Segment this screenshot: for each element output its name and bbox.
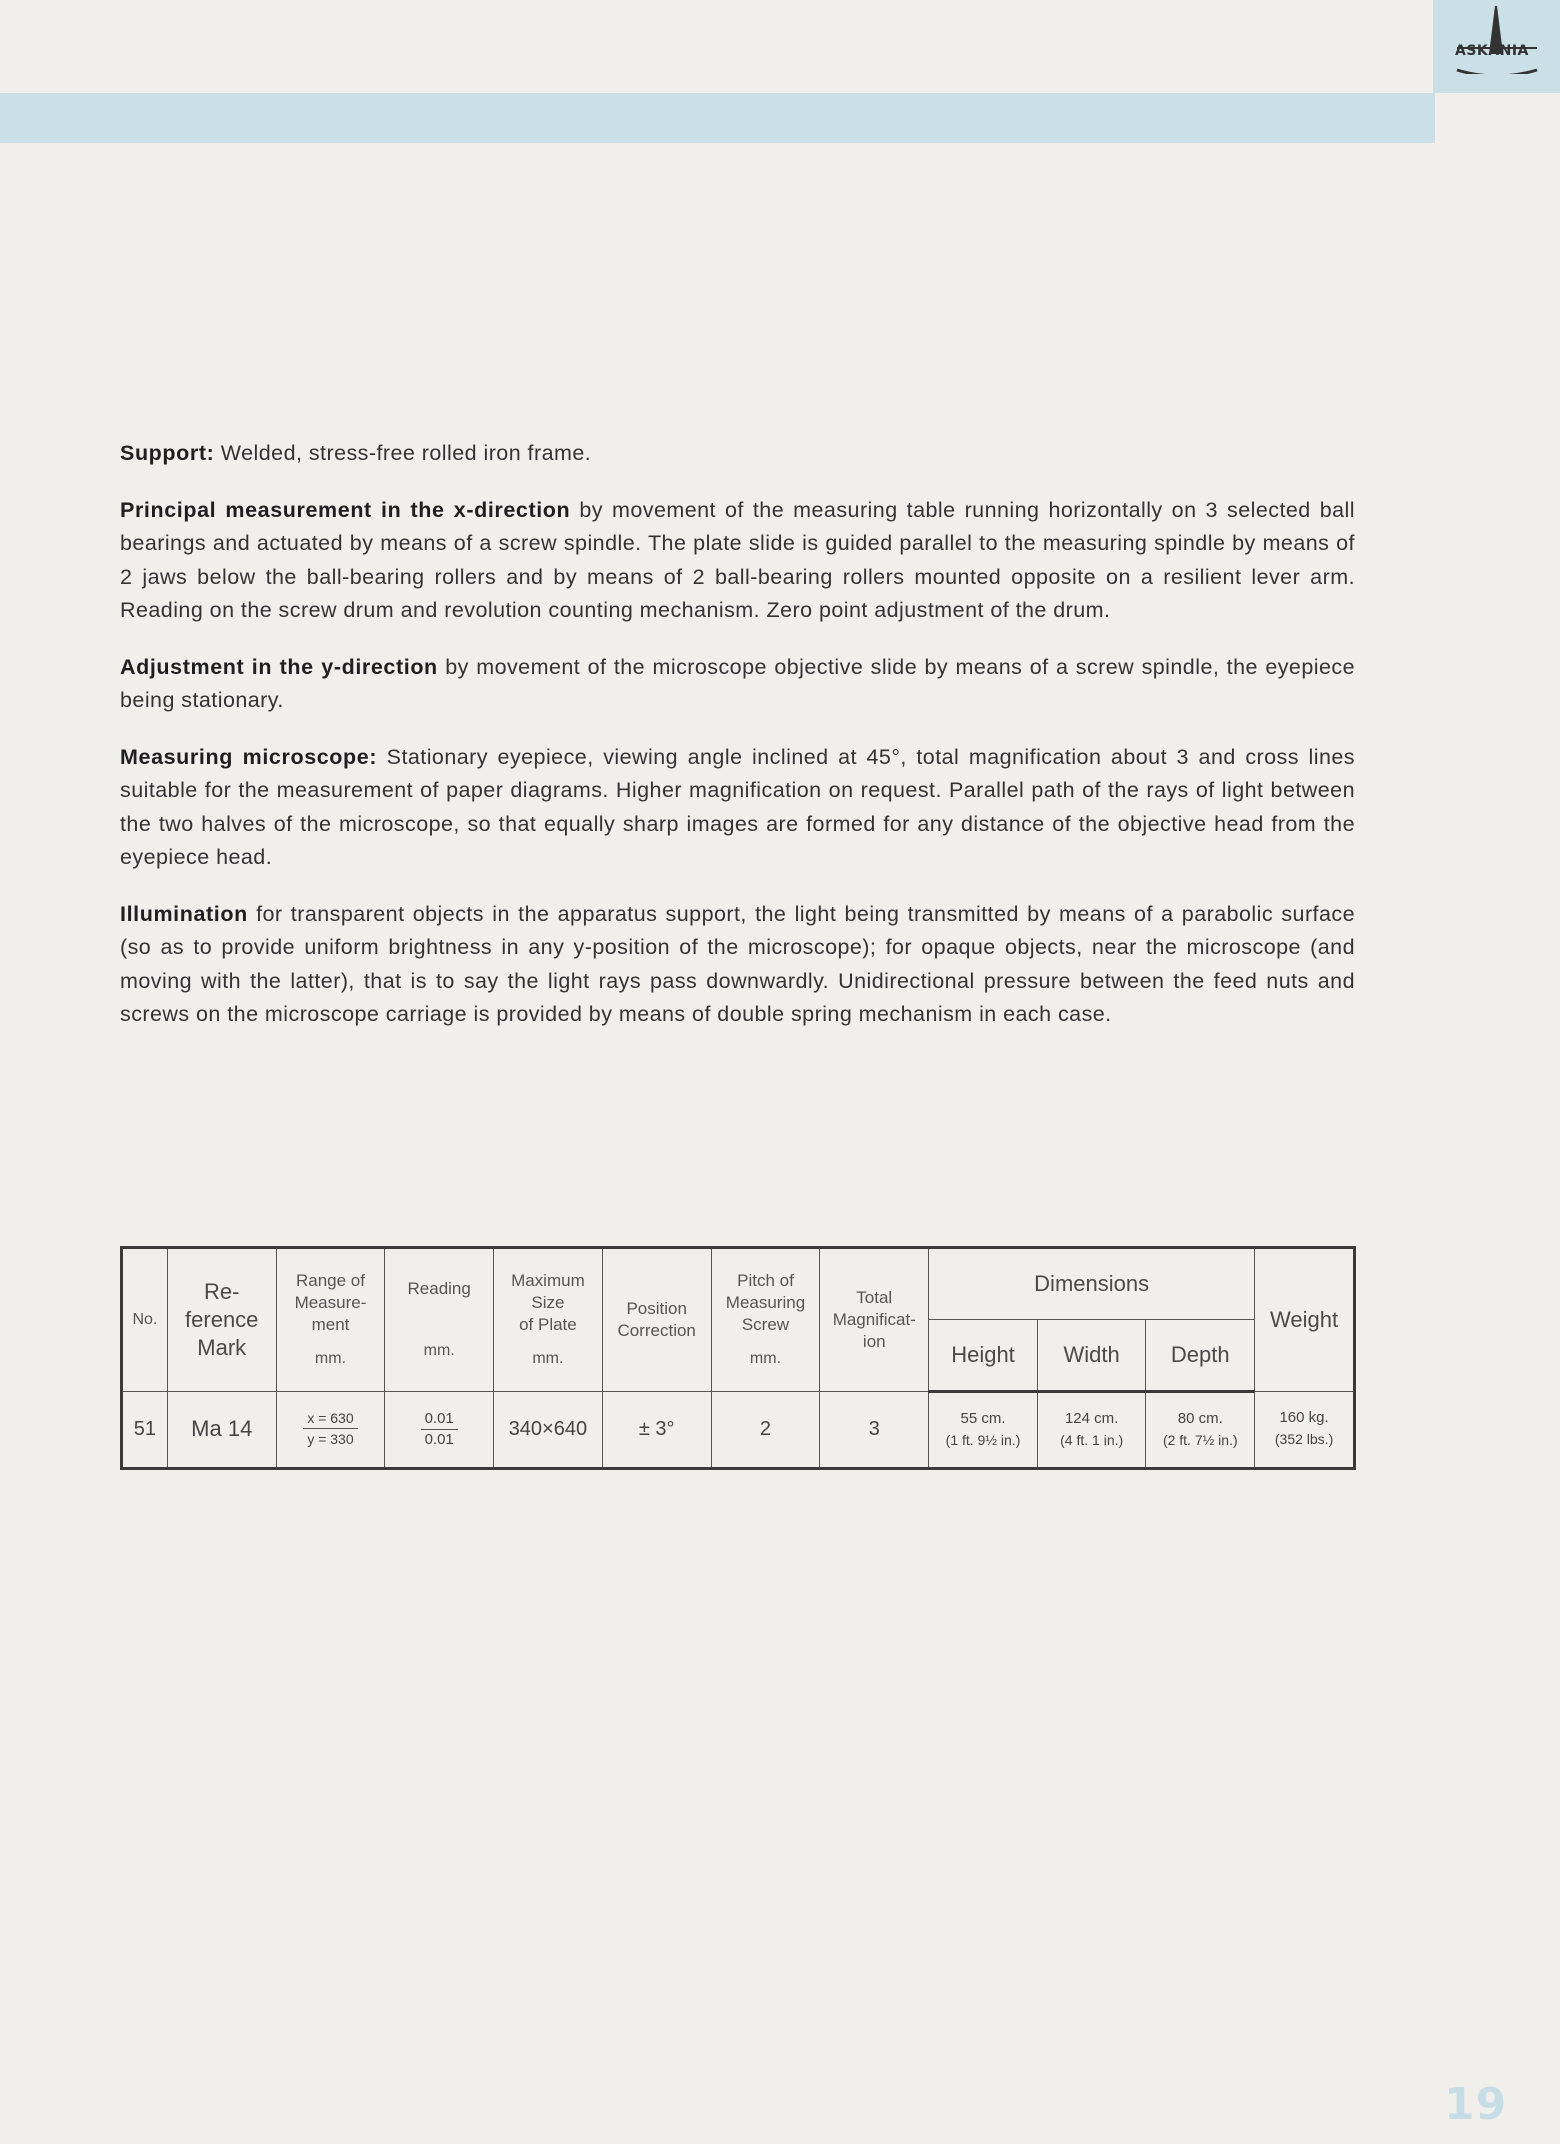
- paragraph-text: by movement of the microscope objective slide by means of a screw spindle, the eyepiece being stationary.: [120, 654, 1355, 712]
- cell-pitch: 2: [711, 1391, 820, 1468]
- header-no: No.: [122, 1248, 168, 1392]
- header-label: Pitch of Measuring Screw: [725, 1270, 806, 1334]
- cell-magnification: 3: [820, 1391, 929, 1468]
- header-position-correction: [602, 1248, 711, 1392]
- paragraph-lead: Support:: [120, 441, 215, 465]
- cell-width: [1037, 1391, 1146, 1468]
- header-max-size: [494, 1248, 603, 1392]
- paragraph-y-direction: [120, 651, 1355, 718]
- header-label: Reading: [407, 1278, 471, 1298]
- logo-box: [1433, 0, 1560, 93]
- range-fraction: [303, 1408, 357, 1449]
- paragraph-lead: Principal measurement in the x-direction: [120, 497, 571, 522]
- page-number: 19: [1444, 2079, 1508, 2130]
- header-height: Height: [929, 1319, 1038, 1391]
- paragraph-lead: Adjustment in the y-direction: [120, 654, 438, 679]
- body-text: [120, 437, 1355, 1055]
- reading-fraction: [421, 1409, 458, 1450]
- reading-bottom: 0.01: [424, 1430, 454, 1448]
- range-y: y = 330: [307, 1431, 354, 1448]
- header-width: Width: [1037, 1319, 1146, 1391]
- paragraph-illumination: [120, 898, 1355, 1032]
- header-weight: Weight: [1255, 1248, 1355, 1392]
- paragraph-lead: Illumination: [120, 901, 248, 926]
- header-depth: Depth: [1146, 1319, 1255, 1391]
- header-magnification: [820, 1248, 929, 1392]
- header-band: [0, 93, 1435, 143]
- paragraph-text: Welded, stress-free rolled iron frame.: [214, 441, 592, 465]
- depth-imperial: (2 ft. 7½ in.): [1162, 1431, 1238, 1448]
- header-unit: mm.: [314, 1349, 347, 1367]
- weight-metric: 160 kg.: [1279, 1409, 1329, 1427]
- reading-top: 0.01: [421, 1409, 458, 1430]
- paragraph-microscope: [120, 741, 1355, 875]
- width-imperial: (4 ft. 1 in.): [1060, 1431, 1124, 1448]
- header-reading: [385, 1248, 494, 1392]
- cell-reading: [385, 1391, 494, 1468]
- paragraph-support: [120, 437, 1355, 471]
- cell-depth: [1146, 1391, 1255, 1468]
- cell-max-size: 340×640: [494, 1391, 603, 1468]
- header-label: Maximum Size of Plate: [511, 1270, 585, 1334]
- specifications-table: [120, 1246, 1356, 1470]
- header-unit: mm.: [532, 1349, 564, 1367]
- header-dimensions: Dimensions: [929, 1248, 1255, 1320]
- paragraph-text: by movement of the measuring table running horizontally on 3 selected ball bearings and actuated by means of a screw spindle. The plate slide is guided parallel to the measuring spindle by means of 2 jaws below the ball-bearing rollers and by means of 2 ball-bearing rollers mounted opposite on a resilient lever arm. Reading on the screw drum and revolution counting mechanism. Zero point adjustment of the drum.: [120, 497, 1355, 622]
- cell-reference-mark: Ma 14: [167, 1391, 276, 1468]
- header-reference-mark: [167, 1248, 276, 1392]
- cell-weight: [1255, 1391, 1355, 1468]
- paragraph-lead: Measuring microscope:: [120, 744, 378, 769]
- height-imperial: (1 ft. 9½ in.): [945, 1431, 1021, 1448]
- askania-logo-icon: [1451, 4, 1543, 74]
- weight-imperial: (352 lbs.): [1274, 1431, 1334, 1448]
- cell-no: 51: [122, 1391, 168, 1468]
- header-unit: mm.: [749, 1349, 782, 1367]
- cell-position-correction: ± 3°: [602, 1391, 711, 1468]
- cell-range: [276, 1391, 385, 1468]
- logo-text: ASKANIA: [1455, 43, 1529, 59]
- header-pitch: [711, 1248, 820, 1392]
- table-row: [122, 1391, 1355, 1468]
- paragraph-text: for transparent objects in the apparatus support, the light being transmitted by means of a parabolic surface (so as to provide uniform brightness in any y-position of the microscope); for opaque objects, near the microscope (and moving with the latter), that is to say the light rays pass downwardly. Unidirectional pressure between the feed nuts and screws on the microscope carriage is provided by means of double spring mechanism in each case.: [120, 901, 1355, 1026]
- range-x: x = 630: [303, 1408, 357, 1429]
- header-label: Re- ference Mark: [185, 1278, 259, 1360]
- paragraph-text: Stationary eyepiece, viewing angle inclined at 45°, total magnification about 3 and cross lines suitable for the measurement of paper diagrams. Higher magnification on request. Parallel path of the rays of light between the two halves of the microscope, so that equally sharp images are formed for any distance of the objective head from the eyepiece head.: [120, 744, 1355, 869]
- height-metric: 55 cm.: [960, 1409, 1006, 1427]
- header-label: Range of Measure- ment: [294, 1270, 367, 1334]
- width-metric: 124 cm.: [1064, 1409, 1119, 1427]
- header-label: Total Magnificat- ion: [832, 1287, 916, 1351]
- header-label: Position Correction: [617, 1298, 696, 1340]
- header-unit: mm.: [423, 1341, 455, 1359]
- header-range: [276, 1248, 385, 1392]
- depth-metric: 80 cm.: [1177, 1409, 1223, 1427]
- paragraph-x-direction: [120, 494, 1355, 628]
- cell-height: [929, 1391, 1038, 1468]
